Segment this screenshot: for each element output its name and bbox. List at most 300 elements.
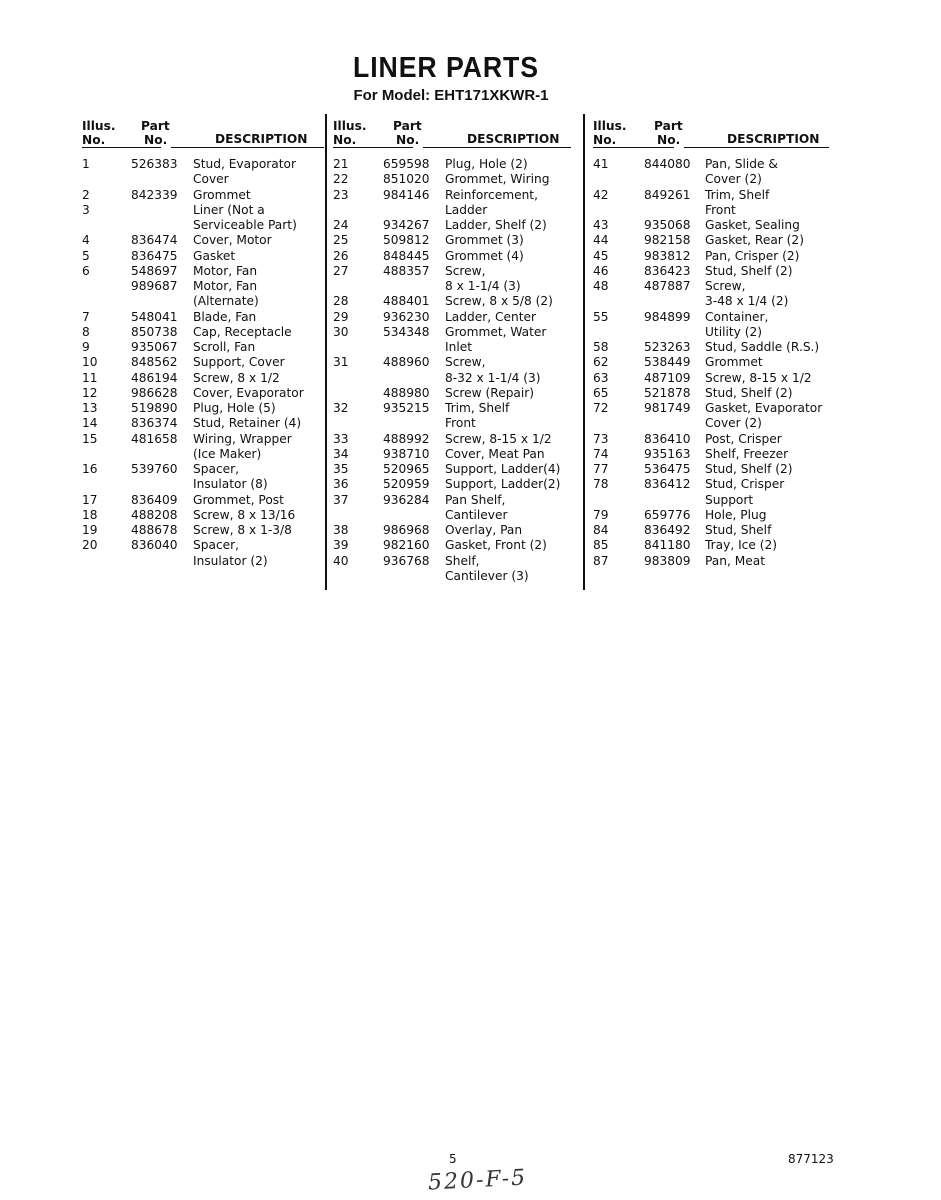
part-number: 986628 [131, 385, 178, 400]
part-description [705, 249, 799, 264]
table-row [80, 371, 320, 386]
illus-number: 15 [82, 431, 98, 446]
part-description [445, 462, 560, 477]
part-description [705, 157, 778, 188]
table-row [585, 462, 837, 477]
part-description [445, 325, 546, 356]
part-description [193, 371, 280, 386]
illus-number: 74 [593, 446, 609, 461]
table-row [80, 493, 320, 508]
illus-number: 29 [333, 309, 349, 324]
description-line: Gasket, Front (2) [445, 538, 547, 553]
description-line: Spacer, [193, 462, 240, 476]
description-line: Grommet [705, 355, 763, 370]
description-line: Reinforcement, [445, 187, 538, 202]
illus-number: 23 [333, 187, 349, 202]
illus-number: 36 [333, 477, 349, 492]
table-row [585, 355, 837, 370]
table-row [585, 340, 837, 355]
illus-number: 34 [333, 446, 349, 461]
part-description [705, 340, 819, 355]
table-row [585, 401, 837, 432]
description-line: Blade, Fan [193, 309, 257, 324]
description-line: Screw, 8 x 1/2 [193, 370, 280, 385]
illus-number: 9 [82, 340, 90, 354]
table-row [80, 508, 320, 523]
description-line: Screw, [705, 279, 746, 293]
illus-number: 12 [82, 385, 98, 400]
part-description [193, 401, 276, 416]
illus-number: 62 [593, 355, 609, 370]
description-line: Ladder, Shelf (2) [445, 218, 547, 232]
part-number: 936768 [383, 553, 430, 568]
part-description [193, 249, 235, 264]
part-description [193, 264, 257, 279]
illus-header: No. [333, 133, 357, 147]
illus-number: 31 [333, 355, 349, 370]
part-number: 850738 [131, 324, 178, 339]
part-description [193, 157, 296, 188]
part-description [445, 310, 536, 325]
description-line: Inlet [445, 340, 472, 354]
table-row [585, 188, 837, 219]
table-row [80, 279, 320, 310]
illus-number: 72 [593, 401, 609, 415]
part-number: 488960 [383, 355, 430, 370]
part-number: 841180 [644, 538, 691, 553]
description-line: Cover, Motor [193, 233, 272, 248]
illus-number: 37 [333, 492, 349, 507]
illus-number: 18 [82, 507, 98, 522]
illus-number: 35 [333, 462, 349, 476]
description-line: Plug, Hole (2) [445, 157, 528, 171]
part-description [705, 218, 800, 233]
part-header: Part [141, 119, 170, 133]
description-line: Motor, Fan [193, 279, 258, 293]
part-description [193, 325, 292, 340]
column-header [80, 114, 320, 150]
model-subtitle: For Model: EHT171XKWR-1 [353, 87, 549, 104]
table-row [327, 523, 582, 538]
illus-number: 4 [82, 233, 90, 248]
description-line: Utility (2) [705, 324, 762, 339]
description-line: Pan, Crisper (2) [705, 248, 800, 263]
table-row [327, 325, 582, 356]
description-line: Support, Cover [193, 355, 285, 370]
part-number: 982158 [644, 233, 691, 248]
illus-number: 87 [593, 553, 609, 568]
description-line: Stud, Saddle (R.S.) [705, 340, 820, 354]
description-line: Stud, Shelf [705, 523, 772, 537]
part-number: 486194 [131, 370, 178, 385]
part-number: 982160 [383, 538, 430, 553]
illus-number: 38 [333, 523, 349, 537]
illus-number: 14 [82, 416, 98, 431]
part-number: 520965 [383, 462, 430, 476]
part-description [705, 279, 788, 310]
description-line: Cantilever (3) [445, 568, 529, 583]
illus-number: 7 [82, 309, 90, 324]
part-description [445, 218, 547, 233]
description-line: Screw, [445, 263, 486, 278]
part-number: 481658 [131, 431, 178, 446]
illus-number: 84 [593, 523, 609, 537]
illus-number: 13 [82, 401, 98, 415]
part-number: 935068 [644, 218, 691, 232]
description-line: Gasket, Evaporator [705, 401, 823, 415]
part-number: 548697 [131, 263, 178, 278]
table-row [585, 264, 837, 279]
part-number: 836492 [644, 523, 691, 537]
description-line: Insulator (2) [193, 553, 268, 568]
part-number: 488980 [383, 385, 430, 400]
illus-number: 17 [82, 492, 98, 507]
description-line: 8 x 1-1/4 (3) [445, 279, 521, 293]
part-number: 487887 [644, 279, 691, 293]
description-line: Stud, Shelf (2) [705, 263, 793, 278]
part-description [705, 508, 766, 523]
table-row [327, 157, 582, 172]
table-row [327, 264, 582, 295]
illus-number: 10 [82, 355, 98, 370]
illus-number: 48 [593, 279, 609, 293]
description-line: (Ice Maker) [193, 446, 262, 461]
table-row [585, 523, 837, 538]
part-description [705, 447, 788, 462]
description-line: Tray, Ice (2) [705, 538, 778, 553]
illus-number: 73 [593, 431, 609, 446]
part-number: 526383 [131, 157, 178, 171]
part-description [193, 279, 259, 310]
illus-number: 30 [333, 324, 349, 339]
table-row [80, 401, 320, 416]
description-line: Screw, 8-15 x 1/2 [705, 370, 812, 385]
table-row [80, 233, 320, 248]
table-row [80, 416, 320, 431]
part-number: 989687 [131, 279, 178, 293]
illus-header: No. [593, 133, 617, 147]
parts-column-1 [80, 114, 320, 584]
part-number: 488992 [383, 431, 430, 446]
table-row [327, 249, 582, 264]
table-row [327, 401, 582, 432]
part-number: 539760 [131, 462, 178, 476]
part-description [445, 401, 509, 432]
part-description [705, 371, 812, 386]
table-row [585, 371, 837, 386]
header-rule [684, 147, 829, 148]
illus-number: 85 [593, 538, 609, 553]
table-row [327, 188, 582, 219]
part-description [705, 432, 782, 447]
description-line: Cover (2) [705, 172, 762, 187]
description-line: Stud, Shelf (2) [705, 462, 793, 476]
part-number: 488678 [131, 523, 178, 537]
description-line: Grommet (3) [445, 233, 524, 248]
part-number: 836412 [644, 477, 691, 492]
part-number: 842339 [131, 187, 178, 202]
part-header: No. [144, 133, 168, 147]
part-description [193, 462, 268, 493]
description-line: Screw, [445, 355, 486, 370]
description-line: Support, Ladder(2) [445, 477, 561, 492]
part-number: 521878 [644, 385, 691, 400]
table-row [80, 157, 320, 188]
part-number: 520959 [383, 477, 430, 492]
part-number: 983812 [644, 248, 691, 263]
table-row [585, 279, 837, 310]
description-line: Stud, Retainer (4) [193, 416, 302, 431]
description-line: Grommet, Wiring [445, 172, 550, 187]
description-line: Wiring, Wrapper [193, 431, 292, 446]
part-number: 523263 [644, 340, 691, 354]
table-row [80, 310, 320, 325]
description-line: 8-32 x 1-1/4 (3) [445, 370, 541, 385]
illus-number: 58 [593, 340, 609, 354]
part-description [705, 523, 771, 538]
part-number: 986968 [383, 523, 430, 537]
description-header: DESCRIPTION [467, 132, 560, 146]
table-row [327, 310, 582, 325]
description-line: Trim, Shelf [705, 187, 770, 202]
description-line: Scroll, Fan [193, 340, 256, 354]
table-row [80, 340, 320, 355]
table-row [80, 264, 320, 279]
description-line: Screw, 8-15 x 1/2 [445, 431, 552, 446]
part-number: 851020 [383, 172, 430, 187]
part-number: 848562 [131, 355, 178, 370]
illus-number: 16 [82, 462, 98, 476]
description-line: Screw, 8 x 5/8 (2) [445, 294, 553, 309]
part-number: 936284 [383, 492, 430, 507]
description-line: Post, Crisper [705, 431, 782, 446]
description-line: Grommet [193, 187, 251, 202]
description-line: Screw (Repair) [445, 385, 535, 400]
description-line: Front [445, 416, 476, 431]
part-description [193, 386, 304, 401]
description-line: Shelf, Freezer [705, 446, 789, 461]
part-header: Part [393, 119, 422, 133]
description-line: Grommet, Water [445, 324, 547, 339]
part-description [445, 432, 552, 447]
part-description [445, 386, 534, 401]
description-line: Ladder [445, 202, 488, 217]
part-description [445, 294, 553, 309]
header-rule [423, 147, 571, 148]
illus-number: 41 [593, 157, 609, 171]
part-description [445, 554, 529, 585]
illus-number: 6 [82, 263, 90, 278]
table-row [327, 447, 582, 462]
table-row [585, 386, 837, 401]
part-number: 848445 [383, 248, 430, 263]
description-line: Trim, Shelf [445, 401, 510, 415]
part-number: 487109 [644, 370, 691, 385]
illus-header: Illus. [593, 119, 627, 133]
description-line: Ladder, Center [445, 309, 537, 324]
part-number: 488357 [383, 263, 430, 278]
illus-number: 46 [593, 263, 609, 278]
table-row [80, 203, 320, 234]
description-line: Shelf, [445, 553, 480, 568]
column-header [327, 114, 582, 150]
illus-number: 24 [333, 218, 349, 232]
part-description [705, 188, 769, 219]
part-number: 488208 [131, 507, 178, 522]
table-row [585, 477, 837, 508]
part-description [193, 188, 251, 203]
illus-number: 44 [593, 233, 609, 248]
description-line: Motor, Fan [193, 263, 258, 278]
table-row [327, 218, 582, 233]
part-header: No. [396, 133, 420, 147]
table-row [80, 432, 320, 463]
parts-column-2 [325, 114, 582, 590]
table-row [327, 233, 582, 248]
table-row [585, 538, 837, 553]
illus-number: 21 [333, 157, 349, 171]
illus-header: No. [82, 133, 106, 147]
table-row [327, 355, 582, 386]
description-line: Container, [705, 309, 769, 324]
description-line: Cover [193, 172, 229, 187]
illus-number: 33 [333, 431, 349, 446]
part-number: 934267 [383, 218, 430, 232]
description-line: Pan, Slide & [705, 157, 778, 171]
part-description [445, 355, 541, 386]
header-rule [171, 147, 324, 148]
description-line: Screw, 8 x 1-3/8 [193, 523, 292, 537]
table-row [585, 218, 837, 233]
part-number: 935163 [644, 446, 691, 461]
illus-number: 11 [82, 370, 98, 385]
part-description [445, 249, 524, 264]
description-line: Insulator (8) [193, 477, 268, 492]
description-line: Cantilever [445, 507, 508, 522]
part-description [445, 523, 522, 538]
part-description [705, 264, 793, 279]
table-row [80, 462, 320, 493]
illus-number: 40 [333, 553, 349, 568]
part-number: 509812 [383, 233, 430, 248]
illus-number: 65 [593, 385, 609, 400]
table-row [327, 538, 582, 553]
table-row [80, 538, 320, 569]
part-description [193, 340, 255, 355]
table-row [585, 310, 837, 341]
table-row [327, 386, 582, 401]
part-description [705, 401, 822, 432]
description-line: Grommet, Post [193, 492, 284, 507]
illus-number: 25 [333, 233, 349, 248]
description-line: Spacer, [193, 538, 240, 553]
description-line: Support [705, 492, 754, 507]
table-row [327, 432, 582, 447]
description-line: Front [705, 202, 736, 217]
part-description [445, 477, 560, 492]
description-line: Cover, Evaporator [193, 385, 304, 400]
part-description [445, 538, 547, 553]
part-description [705, 310, 768, 341]
part-number: 659776 [644, 507, 691, 522]
description-line: Stud, Shelf (2) [705, 385, 793, 400]
table-row [585, 157, 837, 188]
illus-number: 32 [333, 401, 349, 415]
description-line: Overlay, Pan [445, 523, 523, 537]
illus-number: 78 [593, 477, 609, 492]
page-title: LINER PARTS [352, 52, 540, 84]
part-description [445, 188, 538, 219]
table-row [80, 188, 320, 203]
description-line: Pan Shelf, [445, 492, 506, 507]
table-row [585, 233, 837, 248]
part-number: 534348 [383, 324, 430, 339]
table-row [585, 508, 837, 523]
description-line: Hole, Plug [705, 507, 767, 522]
part-number: 844080 [644, 157, 691, 171]
description-header: DESCRIPTION [215, 132, 308, 146]
table-row [80, 325, 320, 340]
illus-number: 55 [593, 309, 609, 324]
illus-number: 28 [333, 294, 349, 309]
description-line: (Alternate) [193, 294, 259, 309]
document-code: 877123 [788, 1152, 834, 1166]
illus-number: 8 [82, 324, 90, 339]
description-line: Stud, Evaporator [193, 157, 297, 171]
column-header [585, 114, 837, 150]
description-line: Serviceable Part) [193, 218, 297, 232]
description-line: Stud, Crisper [705, 477, 785, 492]
header-rule [333, 147, 413, 148]
part-description [193, 203, 297, 234]
part-number: 984899 [644, 309, 691, 324]
illus-number: 22 [333, 172, 349, 187]
part-number: 488401 [383, 294, 430, 309]
part-number: 836374 [131, 416, 178, 431]
description-line: Plug, Hole (5) [193, 401, 276, 415]
part-description [193, 493, 284, 508]
part-description [193, 523, 292, 538]
table-row [585, 554, 837, 569]
part-description [445, 447, 545, 462]
part-header: No. [657, 133, 681, 147]
table-row [80, 249, 320, 264]
description-line: Cover, Meat Pan [445, 446, 545, 461]
part-description [705, 462, 793, 477]
illus-number: 19 [82, 523, 98, 537]
illus-number: 39 [333, 538, 349, 553]
part-description [193, 355, 285, 370]
part-description [705, 477, 784, 508]
part-number: 836410 [644, 431, 691, 446]
description-line: Gasket [193, 248, 236, 263]
table-row [327, 477, 582, 492]
part-number: 935215 [383, 401, 430, 415]
part-number: 984146 [383, 187, 430, 202]
part-number: 836409 [131, 492, 178, 507]
description-line: Screw, 8 x 13/16 [193, 507, 296, 522]
part-number: 836423 [644, 263, 691, 278]
illus-number: 26 [333, 248, 349, 263]
part-number: 935067 [131, 340, 178, 354]
illus-number: 3 [82, 202, 90, 217]
part-header: Part [654, 119, 683, 133]
part-number: 836475 [131, 248, 178, 263]
table-row [327, 554, 582, 585]
part-description [445, 172, 549, 187]
illus-header: Illus. [82, 119, 116, 133]
part-description [193, 538, 268, 569]
